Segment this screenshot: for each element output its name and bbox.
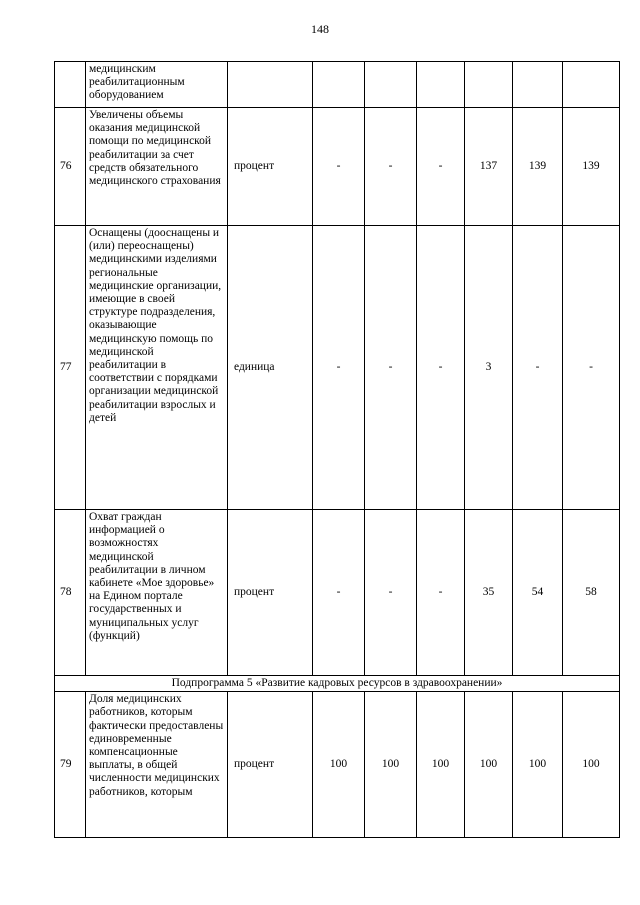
- indicator-name: Увеличены объемы оказания медицинской помощи по медицинской реабилитации за счет средств обязательного медицинского страхования: [86, 108, 228, 226]
- value-cell: 54: [513, 510, 563, 676]
- subprogram-header-row: [55, 676, 620, 692]
- value-cell: 100: [417, 692, 465, 838]
- unit-cell: единица: [228, 226, 313, 510]
- unit-cell: [228, 62, 313, 108]
- table-row: [55, 108, 620, 226]
- value-cell: -: [417, 226, 465, 510]
- value-cell: -: [365, 226, 417, 510]
- value-cell: [313, 62, 365, 108]
- value-cell: [563, 62, 620, 108]
- indicator-name: Оснащены (дооснащены и (или) переоснащены) медицинскими изделиями региональные медицинские организации, имеющие в своей структуре подразделения, оказывающие медицинскую помощь по медицинской реабилитации в соответствии с порядками организации медицинской реабилитации взрослых и детей: [86, 226, 228, 510]
- indicators-table: [54, 61, 620, 838]
- value-cell: -: [365, 108, 417, 226]
- indicator-name: Доля медицинских работников, которым фактически предоставлены единовременные компенсационные выплаты, в общей численности медицинских работников, которым: [86, 692, 228, 838]
- value-cell: [513, 62, 563, 108]
- value-cell: 139: [563, 108, 620, 226]
- value-cell: -: [563, 226, 620, 510]
- indicator-name: Охват граждан информацией о возможностях медицинской реабилитации в личном кабинете «Мое здоровье» на Едином портале государственных и муниципальных услуг (функций): [86, 510, 228, 676]
- value-cell: 35: [465, 510, 513, 676]
- value-cell: 3: [465, 226, 513, 510]
- value-cell: 58: [563, 510, 620, 676]
- unit-cell: процент: [228, 108, 313, 226]
- subprogram-title: Подпрограмма 5 «Развитие кадровых ресурсов в здравоохранении»: [55, 676, 620, 692]
- value-cell: 100: [465, 692, 513, 838]
- value-cell: -: [417, 510, 465, 676]
- indicator-name: медицинским реабилитационным оборудованием: [86, 62, 228, 108]
- row-number: 77: [55, 226, 86, 510]
- value-cell: 100: [513, 692, 563, 838]
- row-number: 79: [55, 692, 86, 838]
- table-row: [55, 692, 620, 838]
- value-cell: [465, 62, 513, 108]
- unit-cell: процент: [228, 692, 313, 838]
- value-cell: 137: [465, 108, 513, 226]
- value-cell: -: [417, 108, 465, 226]
- table-row: [55, 226, 620, 510]
- table-row: [55, 510, 620, 676]
- value-cell: 100: [313, 692, 365, 838]
- value-cell: 139: [513, 108, 563, 226]
- value-cell: -: [513, 226, 563, 510]
- value-cell: [417, 62, 465, 108]
- page-number: 148: [311, 22, 329, 36]
- row-number: [55, 62, 86, 108]
- value-cell: 100: [365, 692, 417, 838]
- row-number: 78: [55, 510, 86, 676]
- value-cell: [365, 62, 417, 108]
- value-cell: -: [313, 108, 365, 226]
- value-cell: -: [313, 510, 365, 676]
- row-number: 76: [55, 108, 86, 226]
- unit-cell: процент: [228, 510, 313, 676]
- table-row-continued: [55, 62, 620, 108]
- value-cell: 100: [563, 692, 620, 838]
- value-cell: -: [313, 226, 365, 510]
- value-cell: -: [365, 510, 417, 676]
